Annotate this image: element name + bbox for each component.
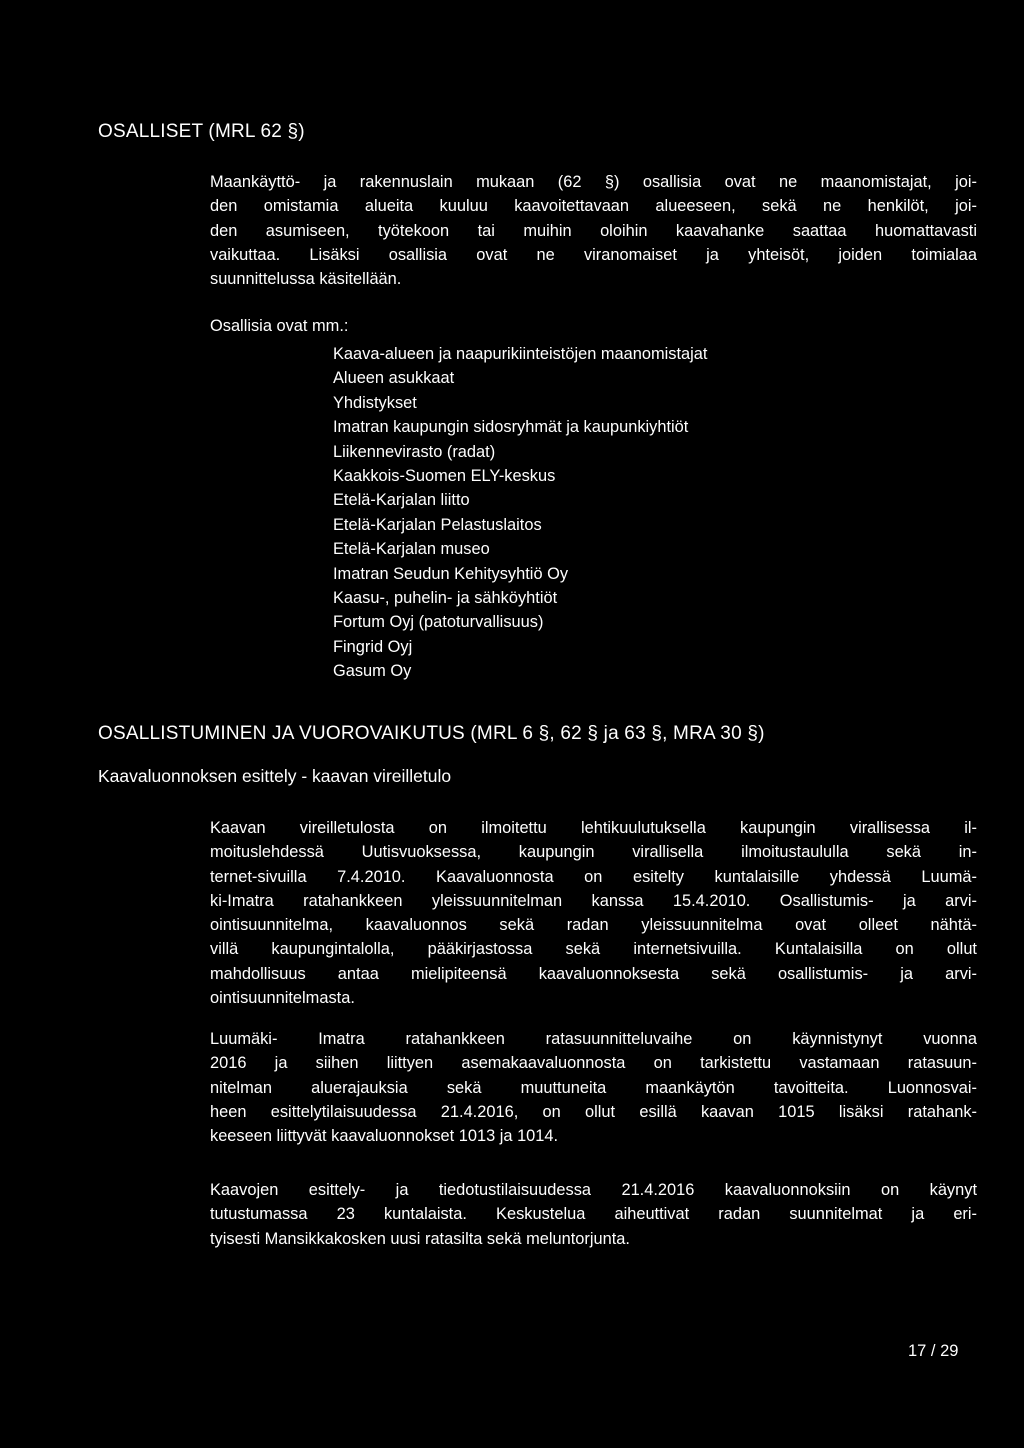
text-line: ointisuunnitelma, kaavaluonnos sekä radan yleissuunnitelma ovat olleet nähtä-: [210, 916, 977, 935]
paragraph-tilaisuus: [210, 1178, 977, 1251]
text-line: tutustumassa 23 kuntalaista. Keskustelua aiheuttivat radan suunnitelmat ja eri-: [210, 1205, 977, 1224]
subsection-heading: Kaavaluonnoksen esittely - kaavan vireilletulo: [98, 766, 452, 786]
text-line: den asumiseen, työtekoon tai muihin oloihin kaavahanke saattaa huomattavasti: [210, 221, 977, 240]
text-line: 2016 ja siihen liittyen asemakaavaluonnosta on tarkistettu vastamaan ratasuun-: [210, 1054, 977, 1073]
list-item: Imatran Seudun Kehitysyhtiö Oy: [333, 564, 569, 583]
section-heading-osallistuminen: OSALLISTUMINEN JA VUOROVAIKUTUS (MRL 6 §, 62 § ja 63 §, MRA 30 §): [98, 723, 765, 744]
list-item: Etelä-Karjalan liitto: [333, 491, 470, 510]
list-item: Fingrid Oyj: [333, 637, 413, 656]
text-line: moituslehdessä Uutisvuoksessa, kaupungin virallisella ilmoitustaululla sekä in-: [210, 843, 977, 862]
list-item: Kaasu-, puhelin- ja sähköyhtiöt: [333, 589, 558, 608]
text-line: villä kaupungintalolla, pääkirjastossa sekä internetsivuilla. Kuntalaisilla on ollut: [210, 940, 977, 959]
stakeholder-list-lead: Osallisia ovat mm.:: [210, 317, 349, 335]
section-heading-osalliset: OSALLISET (MRL 62 §): [98, 121, 305, 142]
paragraph-ratahanke: [210, 1027, 977, 1148]
list-item: Gasum Oy: [333, 662, 412, 681]
text-line: ointisuunnitelmasta.: [210, 989, 355, 1008]
text-line: mahdollisuus antaa mielipiteensä kaavaluonnoksesta sekä osallistumis- ja arvi-: [210, 964, 977, 983]
text-line: vaikuttaa. Lisäksi osallisia ovat ne viranomaiset ja yhteisöt, joiden toimialaa: [210, 245, 977, 264]
list-item: Etelä-Karjalan museo: [333, 540, 490, 559]
text-line: suunnittelussa käsitellään.: [210, 270, 402, 289]
page-number: 17 / 29: [908, 1342, 959, 1360]
list-item: Liikennevirasto (radat): [333, 442, 496, 461]
text-line: Kaavojen esittely- ja tiedotustilaisuudessa 21.4.2016 kaavaluonnoksiin on käynyt: [210, 1181, 977, 1199]
list-item: Etelä-Karjalan Pelastuslaitos: [333, 515, 542, 534]
text-line: Maankäyttö- ja rakennuslain mukaan (62 §) osallisia ovat ne maanomistajat, joi-: [210, 173, 977, 191]
list-item: Kaakkois-Suomen ELY-keskus: [333, 467, 556, 486]
list-item: Imatran kaupungin sidosryhmät ja kaupunkiyhtiöt: [333, 418, 689, 437]
text-line: ki-Imatra ratahankkeen yleissuunnitelman kanssa 15.4.2010. Osallistumis- ja arvi-: [210, 891, 977, 910]
list-item: Fortum Oyj (patoturvallisuus): [333, 613, 544, 632]
text-line: ternet-sivuilla 7.4.2010. Kaavaluonnosta on esitelty kuntalaisille yhdessä Luumä-: [210, 867, 977, 886]
text-line: nitelman aluerajauksia sekä muuttuneita maankäytön tavoitteita. Luonnosvai-: [210, 1078, 977, 1097]
list-item: Alueen asukkaat: [333, 369, 455, 388]
list-item: Yhdistykset: [333, 393, 417, 412]
list-item: Kaava-alueen ja naapurikiinteistöjen maanomistajat: [333, 345, 708, 363]
text-line: den omistamia alueita kuuluu kaavoitettavaan alueeseen, sekä ne henkilöt, joi-: [210, 197, 977, 216]
stakeholder-list: [333, 342, 707, 684]
paragraph-vireilletulo: [210, 816, 977, 1010]
text-line: heen esittelytilaisuudessa 21.4.2016, on ollut esillä kaavan 1015 lisäksi ratahank-: [210, 1102, 977, 1121]
text-line: Luumäki- Imatra ratahankkeen ratasuunnitteluvaihe on käynnistynyt vuonna: [210, 1030, 977, 1048]
text-line: keeseen liittyvät kaavaluonnokset 1013 ja 1014.: [210, 1127, 559, 1146]
intro-paragraph: [210, 170, 977, 291]
text-line: Kaavan vireilletulosta on ilmoitettu lehtikuulutuksella kaupungin virallisessa il-: [210, 819, 977, 837]
text-line: tyisesti Mansikkakosken uusi ratasilta sekä meluntorjunta.: [210, 1229, 630, 1248]
